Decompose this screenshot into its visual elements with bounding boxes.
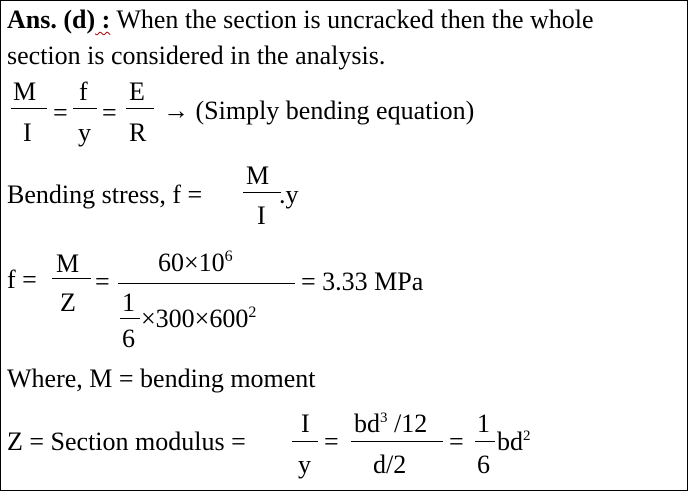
eq-equals-2: = [102, 98, 117, 127]
sm-d-over-2: d/2 [373, 450, 407, 479]
sm-bd2-exp: 2 [523, 428, 531, 444]
stress-M: M [246, 161, 270, 190]
sm-six: 6 [477, 450, 490, 479]
calc-f-equals: f = [7, 265, 37, 294]
eq-equals-1: = [53, 98, 68, 127]
sm-y: y [298, 450, 311, 479]
answer-colon: : [95, 5, 111, 34]
stress-y-suffix: .y [279, 180, 299, 209]
sm-equals-1: = [324, 427, 339, 456]
answer-label: Ans. (d) [7, 5, 96, 34]
eq-I: I [23, 118, 32, 147]
calc-den-one: 1 [122, 288, 135, 317]
eq-M: M [13, 77, 37, 106]
eq-y: y [78, 118, 91, 147]
calc-M: M [56, 249, 80, 278]
answer-line [7, 7, 594, 33]
sm-bd2-base: bd [497, 427, 523, 456]
fraction-bar-sm-one-sixth [475, 441, 495, 442]
fraction-bar-bd3-d2 [351, 441, 443, 442]
bending-equation-note: → (Simply bending equation) [163, 96, 475, 125]
fraction-bar-I-y [292, 441, 318, 442]
calc-numerator-base: 60×10 [158, 248, 225, 277]
fraction-bar-stress [243, 192, 281, 193]
calc-denominator-rest [141, 306, 256, 332]
fraction-bar-M-Z [52, 278, 91, 279]
section-modulus-label: Z = Section modulus = [7, 427, 246, 456]
fraction-bar-M-I [11, 108, 47, 109]
sm-I: I [301, 409, 310, 438]
stress-I: I [257, 201, 266, 230]
calc-Z: Z [60, 288, 76, 317]
calc-den-rest-exp: 2 [248, 304, 257, 321]
calc-result: = 3.33 MPa [301, 267, 424, 296]
calc-numerator [158, 250, 233, 276]
eq-E: E [129, 77, 145, 106]
fraction-bar-one-sixth [120, 318, 140, 319]
sm-bd-rest: /12 [387, 409, 428, 438]
sm-one: 1 [477, 409, 490, 438]
calc-den-rest-base: ×300×600 [141, 304, 249, 333]
fraction-bar-main [118, 283, 295, 284]
calc-den-six: 6 [122, 324, 135, 353]
answer-text: When the section is uncracked then the whole [110, 5, 594, 34]
sm-equals-2: = [449, 427, 464, 456]
eq-f: f [79, 77, 88, 106]
sm-numerator [354, 411, 427, 437]
eq-R: R [129, 118, 147, 147]
sm-bd-exp: 3 [380, 410, 388, 426]
answer-text-line2: section is considered in the analysis. [7, 41, 386, 70]
fraction-bar-f-y [73, 108, 97, 109]
fraction-bar-E-R [126, 108, 154, 109]
calc-numerator-exp: 6 [224, 248, 233, 265]
calc-equals: = [95, 267, 110, 296]
sm-bd: bd [354, 409, 380, 438]
sm-bd2 [497, 429, 531, 455]
where-line: Where, M = bending moment [7, 364, 316, 393]
bending-stress-label: Bending stress, f = [7, 180, 203, 209]
